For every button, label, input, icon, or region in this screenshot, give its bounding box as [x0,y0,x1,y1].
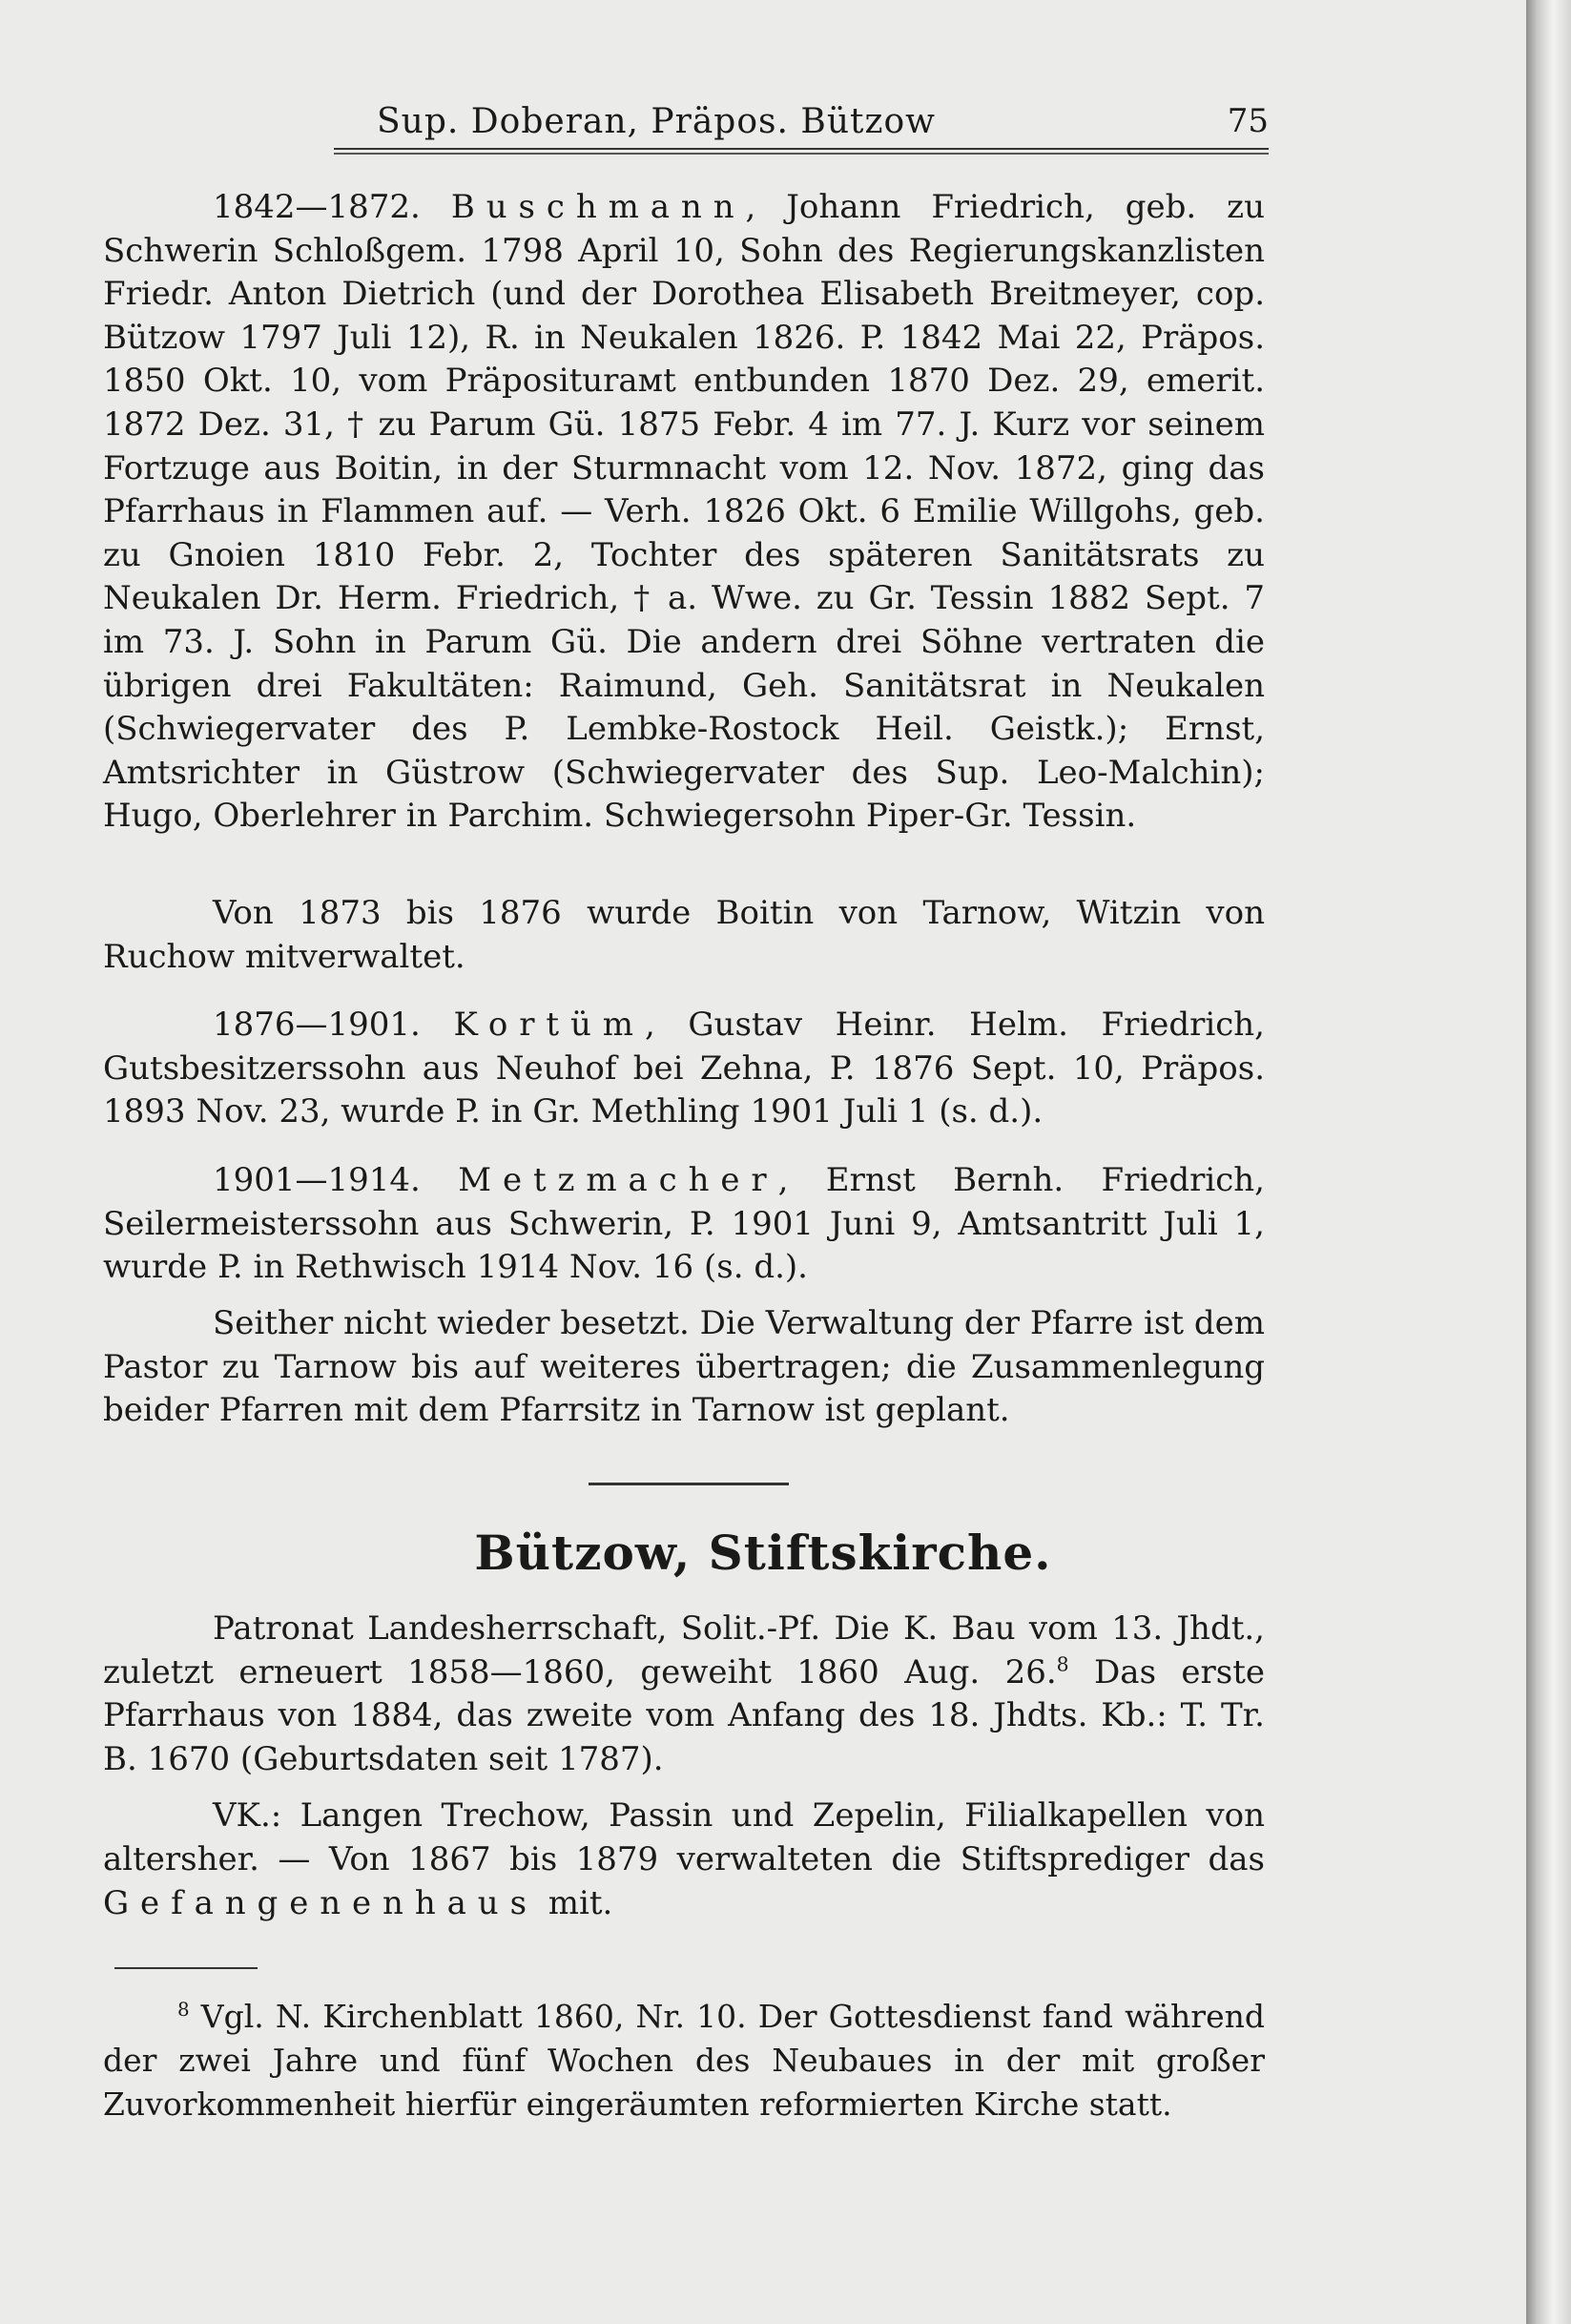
entry-text: , Ernst Bernh. Friedrich, Seilermeisterssohn aus Schwerin, P. 1901 Juni 9, Amtsantritt Juli 1, wurde P. in Rethwisch 1914 Nov. 16 (s. d.). [103,1161,1265,1287]
spaced-term: Gefangenenhaus [103,1883,538,1922]
entry-text: , Johann Friedrich, geb. zu Schwerin Schloßgem. 1798 April 10, Sohn des Regierungskanzlisten Friedr. Anton Dietrich (und der Dorothea Elisabeth Breitmeyer, cop. Bützow 1797 Juli 12), R. in Neukalen 1826. P. 1842 Mai 22, Präpos. 1850 Okt. 10, vom Präpositurамt entbunden 1870 Dez. 29, emerit. 1872 Dez. 31, † zu Parum Gü. 1875 Febr. 4 im 77. J. Kurz vor seinem Fortzuge aus Boitin, in der Sturmnacht vom 12. Nov. 1872, ging das Pfarrhaus in Flammen auf. — Verh. 1826 Okt. 6 Emilie Willgohs, geb. zu Gnoien 1810 Febr. 2, Tochter des späteren Sanitätsrats zu Neukalen Dr. Herm. Friedrich, † a. Wwe. zu Gr. Tessin 1882 Sept. 7 im 73. J. Sohn in Parum Gü. Die andern drei Söhne vertraten die übrigen drei Fakultäten: Raimund, Geh. Sanitätsrat in Neukalen (Schwiegervater des P. Lembke-Rostock Heil. Geistk.); Ernst, Amtsrichter in Güstrow (Schwiegervater des Sup. Leo-Malchin); Hugo, Oberlehrer in Parchim. Schwiegersohn Piper-Gr. Tessin. [103,188,1265,836]
entry-seither [103,1302,1265,1433]
paragraph [103,1004,1265,1134]
footnote-ref: 8 [1056,1652,1069,1676]
entry-1873 [103,892,1265,979]
paragraph [103,186,1265,839]
section-body [103,1608,1265,1925]
footnote-paragraph [103,1995,1265,2127]
page-edge [1526,0,1571,2324]
pastor-name: Metzmacher [458,1161,778,1199]
section-heading: Bützow, Stiftskirche. [474,1525,1052,1581]
paragraph: Seither nicht wieder besetzt. Die Verwaltung der Pfarre ist dem Pastor zu Tarnow bis auf weiteres übertragen; die Zusammenlegung beider Pfarren mit dem Pfarrsitz in Tarnow ist geplant. [103,1304,1265,1430]
entry-years: 1876—1901. [213,1006,421,1044]
header-rule-double [334,153,1269,155]
section-text: Das erste Pfarrhaus von 1884, das zweite vom Anfang des 18. Jhdts. Kb.: T. Tr. B. 1670 (Geburtsdaten seit 1787). [103,1652,1265,1778]
paragraph [103,1608,1265,1781]
entry-1842 [103,186,1265,839]
footnote-marker: 8 [177,1999,190,2021]
section-text: Patronat Landesherrschaft, Solit.-Pf. Die K. Bau vom 13. Jhdt., zuletzt erneuert 1858—1860, geweiht 1860 Aug. 26. [103,1609,1265,1691]
section-text: mit. [537,1883,613,1922]
footnote-rule [114,1967,258,1969]
page-number: 75 [1227,102,1269,140]
pastor-name: Buschmann [450,188,746,226]
entry-1876 [103,1004,1265,1134]
section-divider [589,1483,789,1485]
running-header [334,98,1269,156]
entry-1901 [103,1159,1265,1290]
entry-years: 1901—1914. [213,1161,421,1199]
entry-text: , Gustav Heinr. Helm. Friedrich, Gutsbesitzerssohn aus Neuhof bei Zehna, P. 1876 Sept. 10, Präpos. 1893 Nov. 23, wurde P. in Gr. Methling 1901 Juli 1 (s. d.). [103,1006,1265,1131]
paragraph: Von 1873 bis 1876 wurde Boitin von Tarnow, Witzin von Ruchow mitverwaltet. [103,894,1265,976]
entry-years: 1842—1872. [213,188,421,226]
paragraph [103,1159,1265,1290]
footnote-text: Vgl. N. Kirchenblatt 1860, Nr. 10. Der Gottesdienst fand während der zwei Jahre und fünf Wochen des Neubaues in der mit großer Zuvorkommenheit hierfür eingeräumten reformierten Kirche statt. [103,1998,1265,2123]
paragraph [103,1795,1265,1925]
header-title: Sup. Doberan, Präpos. Bützow [377,102,936,141]
header-rule [334,148,1269,150]
pastor-name: Kortüm [453,1006,645,1044]
footnote [103,1995,1265,2127]
section-text: VK.: Langen Trechow, Passin und Zepelin, Filialkapellen von altersher. — Von 1867 bis 1879 verwalteten die Stiftsprediger das [103,1796,1265,1878]
